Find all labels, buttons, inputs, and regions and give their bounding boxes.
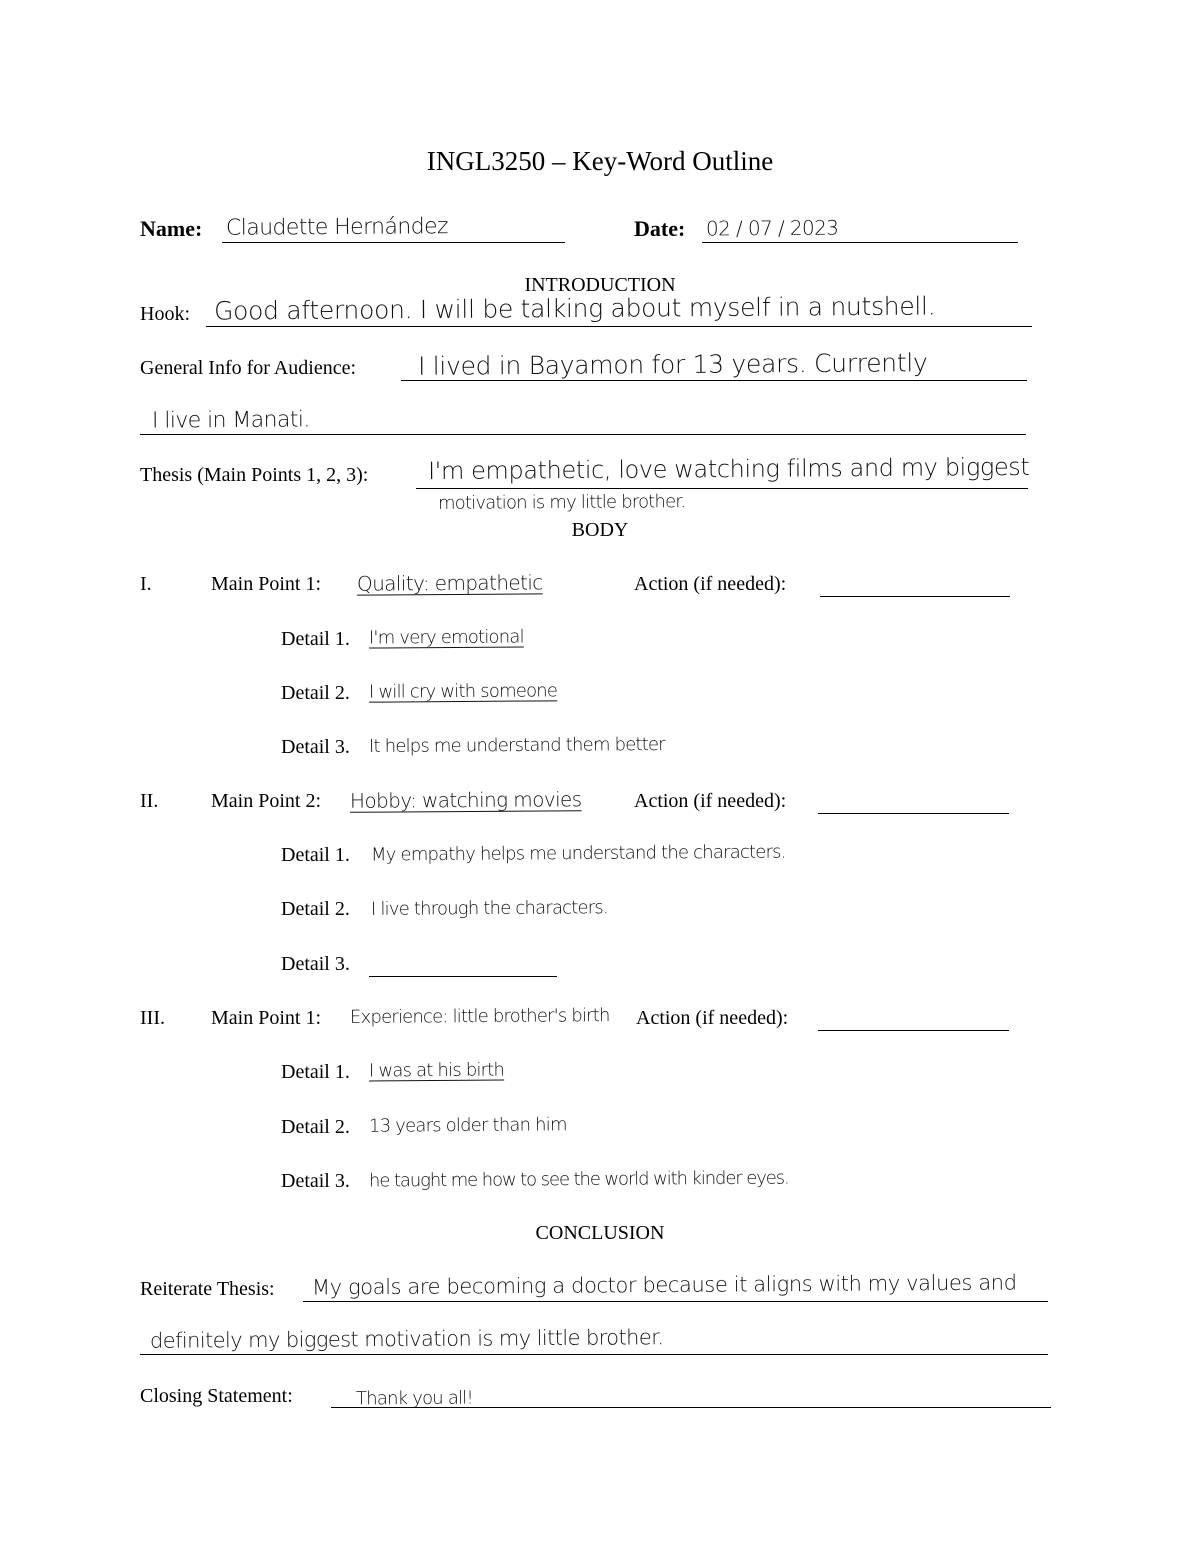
point-1-detail-1-value: I'm very emotional [368,626,524,649]
thesis-line [416,488,1028,489]
closing-statement-label: Closing Statement: [140,1385,293,1407]
body-heading: BODY [571,519,629,541]
date-value: 02 / 07 / 2023 [705,215,839,241]
point-2-label: Main Point 2: [211,790,322,812]
general-info-value-2: I live in Manati. [151,407,310,434]
point-2-action-line [818,813,1009,814]
point-1-detail-3-label: Detail 3. [281,736,350,758]
point-2-detail-3-line [369,976,557,977]
general-info-label: General Info for Audience: [140,357,357,379]
point-3-detail-2-value: 13 years older than him [368,1114,567,1137]
point-2-detail-2-label: Detail 2. [281,898,350,920]
point-3-detail-3-label: Detail 3. [281,1170,350,1192]
point-3-action-line [818,1030,1009,1031]
thesis-value-2: motivation is my little brother. [437,491,686,514]
point-1-action-line [820,596,1010,597]
thesis-value-1: I'm empathetic, love watching films and my biggest [427,452,1030,486]
point-1-value: Quality: empathetic [356,570,543,596]
point-2-action-label: Action (if needed): [634,790,787,812]
point-3-detail-1-label: Detail 1. [281,1061,350,1083]
point-1-detail-2-label: Detail 2. [281,682,350,704]
introduction-heading: INTRODUCTION [524,274,676,296]
point-1-numeral: I. [140,573,152,595]
conclusion-heading: CONCLUSION [535,1222,665,1244]
point-3-detail-3-value: he taught me how to see the world with kinder eyes. [368,1167,789,1192]
point-2-numeral: II. [140,790,159,812]
closing-statement-value: Thank you all! [355,1387,473,1410]
general-info-line-2 [140,434,1026,435]
point-1-detail-3-value: It helps me understand them better [368,733,665,758]
name-label: Name: [140,216,203,241]
reiterate-thesis-label: Reiterate Thesis: [140,1278,275,1300]
reiterate-thesis-value-1: My goals are becoming a doctor because it aligns with my values and [311,1270,1017,1300]
page-title: INGL3250 – Key-Word Outline [426,146,774,176]
point-2-detail-1-value: My empathy helps me understand the characters. [370,841,786,866]
point-2-detail-3-label: Detail 3. [281,953,350,975]
point-3-detail-2-label: Detail 2. [281,1116,350,1138]
hook-value: Good afternoon. I will be talking about myself in a nutshell. [213,291,936,326]
point-1-detail-2-value: I will cry with someone [368,680,558,703]
point-2-value: Hobby: watching movies [349,787,582,813]
point-3-action-label: Action (if needed): [636,1007,789,1029]
point-2-detail-2-value: I live through the characters. [370,897,608,920]
hook-label: Hook: [140,303,190,325]
hook-line [206,326,1032,327]
reiterate-thesis-line-2 [140,1354,1048,1355]
date-label: Date: [634,216,686,241]
point-3-value: Experience: little brother's birth [349,1005,610,1028]
general-info-value-1: I lived in Bayamon for 13 years. Currently [417,348,928,381]
thesis-label: Thesis (Main Points 1, 2, 3): [140,464,369,486]
point-3-numeral: III. [140,1007,165,1029]
reiterate-thesis-value-2: definitely my biggest motivation is my little brother. [149,1325,664,1353]
point-1-label: Main Point 1: [211,573,322,595]
point-3-label: Main Point 1: [211,1007,322,1029]
point-1-action-label: Action (if needed): [634,573,787,595]
name-line [222,242,565,243]
point-2-detail-1-label: Detail 1. [281,844,350,866]
point-1-detail-1-label: Detail 1. [281,628,350,650]
reiterate-thesis-line-1 [303,1301,1048,1302]
name-value: Claudette Hernández [225,214,449,241]
date-line [702,242,1018,243]
point-3-detail-1-value: I was at his birth [368,1059,505,1082]
